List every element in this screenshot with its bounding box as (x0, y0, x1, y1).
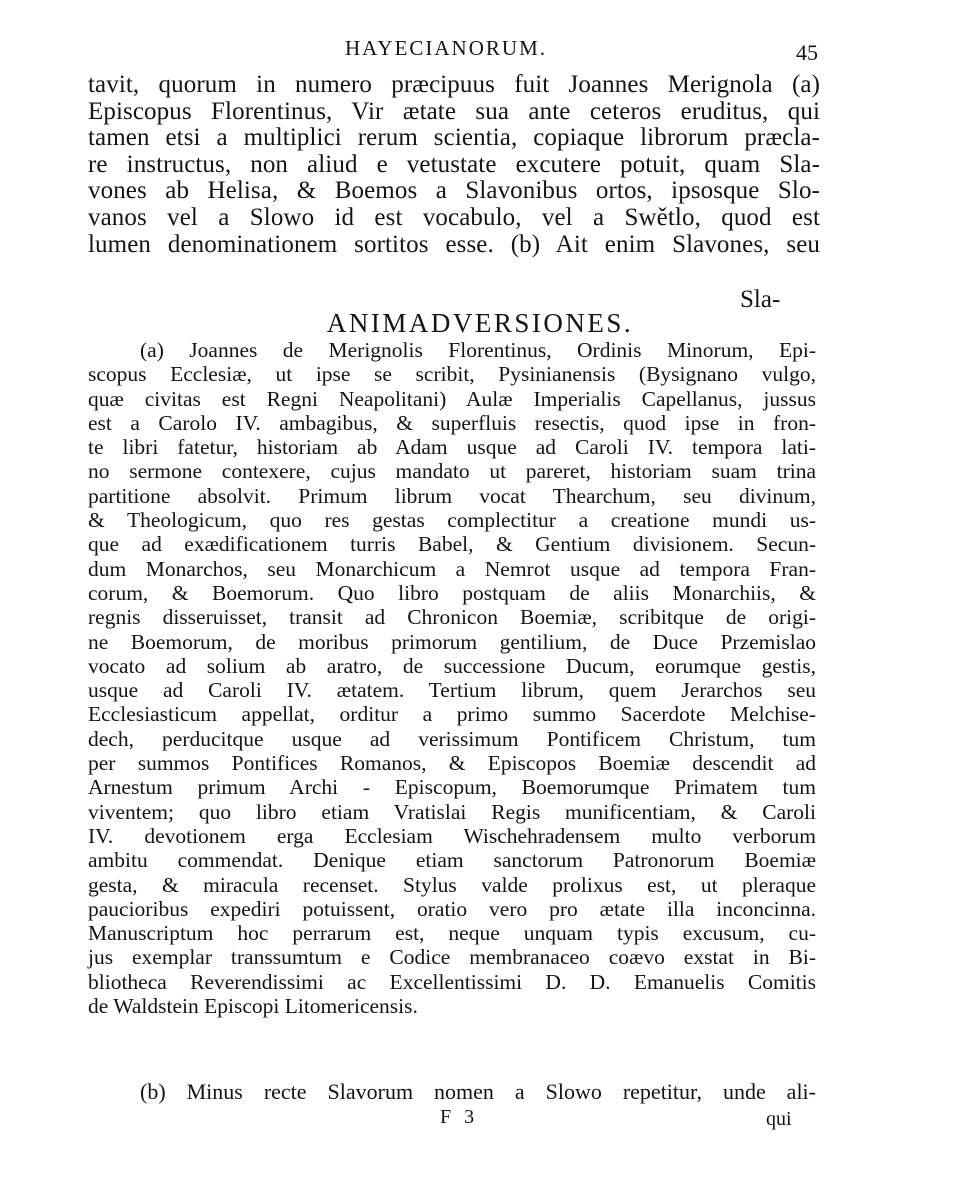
main-text-line: lumen denominationem sortitos esse. (b) Ait enim Slavones, seu (88, 230, 820, 258)
note-line: ne Boemorum, de moribus primorum gentilium, de Duce Przemislao (88, 629, 816, 654)
note-line: no sermone contexere, cujus mandato ut pareret, historiam suam trina (88, 459, 816, 484)
note-line: partitione absolvit. Primum librum vocat Thearchum, seu divinum, (88, 483, 816, 508)
note-line: paucioribus expediri potuissent, oratio vero pro ætate illa inconcinna. (88, 896, 816, 921)
section-title: ANIMADVERSIONES. (326, 308, 634, 338)
footer-catchword: qui (766, 1108, 792, 1130)
note-line: quæ civitas est Regni Neapolitani) Aulæ Imperialis Capellanus, jussus (88, 386, 816, 411)
note-line: vocato ad solium ab aratro, de successione Ducum, eorumque gestis, (88, 653, 816, 678)
note-line: dum Monarchos, seu Monarchicum a Nemrot usque ad tempora Fran- (88, 556, 816, 581)
note-line: per summos Pontifices Romanos, & Episcopos Boemiæ descendit ad (88, 751, 816, 776)
note-line: regnis disseruisset, transit ad Chronicon Boemiæ, scribitque de origi- (88, 605, 816, 630)
note-a-block (88, 338, 816, 1018)
note-line: viventem; quo libro etiam Vratislai Regis munificentiam, & Caroli (88, 799, 816, 824)
note-line: est a Carolo IV. ambagibus, & superfluis resectis, quod ipse in fron- (88, 410, 816, 435)
note-line: (a) Joannes de Merignolis Florentinus, Ordinis Minorum, Epi- (140, 338, 816, 362)
note-line: IV. devotionem erga Ecclesiam Wischehradensem multo verborum (88, 823, 816, 848)
main-text-line: re instructus, non aliud e vetustate excutere potuit, quam Sla- (88, 150, 820, 178)
main-catchword: Sla- (740, 286, 781, 313)
note-line: te libri fatetur, historiam ab Adam usque ad Caroli IV. tempora lati- (88, 435, 816, 460)
note-line: & Theologicum, quo res gestas complectitur a creatione mundi us- (88, 508, 816, 533)
note-line: dech, perducitque usque ad verissimum Pontificem Christum, tum (88, 726, 816, 751)
note-line: Ecclesiasticum appellat, orditur a primo summo Sacerdote Melchise- (88, 702, 816, 727)
note-line: corum, & Boemorum. Quo libro postquam de aliis Monarchiis, & (88, 580, 816, 605)
page-number: 45 (796, 40, 818, 65)
note-line: Arnestum primum Archi - Episcopum, Boemorumque Primatem tum (88, 775, 816, 800)
note-line: de Waldstein Episcopi Litomericensis. (88, 994, 418, 1019)
main-text-line: Episcopus Florentinus, Vir ætate sua ante ceteros eruditus, qui (88, 97, 820, 125)
note-line: scopus Ecclesiæ, ut ipse se scribit, Pysinianensis (Bysignano vulgo, (88, 362, 816, 387)
main-text-line: tamen etsi a multiplici rerum scientia, copiaque librorum præcla- (88, 124, 820, 152)
note-b-block (140, 1080, 816, 1104)
note-line: gesta, & miracula recenset. Stylus valde prolixus est, ut pleraque (88, 872, 816, 897)
main-text-line: vones ab Helisa, & Boemos a Slavonibus ortos, ipsosque Slo- (88, 177, 820, 205)
signature-mark: F 3 (440, 1106, 479, 1128)
note-line: Manuscriptum hoc perrarum est, neque unquam typis excusum, cu- (88, 921, 816, 946)
main-text-line: tavit, quorum in numero præcipuus fuit Joannes Merignola (a) (88, 71, 820, 98)
note-line: jus exemplar transsumtum e Codice membranaceo coævo exstat in Bi- (88, 945, 816, 970)
main-text-line: vanos vel a Slowo id est vocabulo, vel a Swětlo, quod est (88, 203, 820, 231)
note-line: bliotheca Reverendissimi ac Excellentissimi D. D. Emanuelis Comitis (88, 969, 816, 994)
note-line: (b) Minus recte Slavorum nomen a Slowo repetitur, unde ali- (140, 1079, 816, 1104)
running-head: HAYECIANORUM. (345, 36, 547, 60)
main-text-block (88, 72, 820, 258)
note-line: que ad exædificationem turris Babel, & Gentium divisionem. Secun- (88, 532, 816, 557)
note-line: ambitu commendat. Denique etiam sanctorum Patronorum Boemiæ (88, 848, 816, 873)
note-line: usque ad Caroli IV. ætatem. Tertium librum, quem Jerarchos seu (88, 678, 816, 703)
page-header (0, 36, 960, 66)
